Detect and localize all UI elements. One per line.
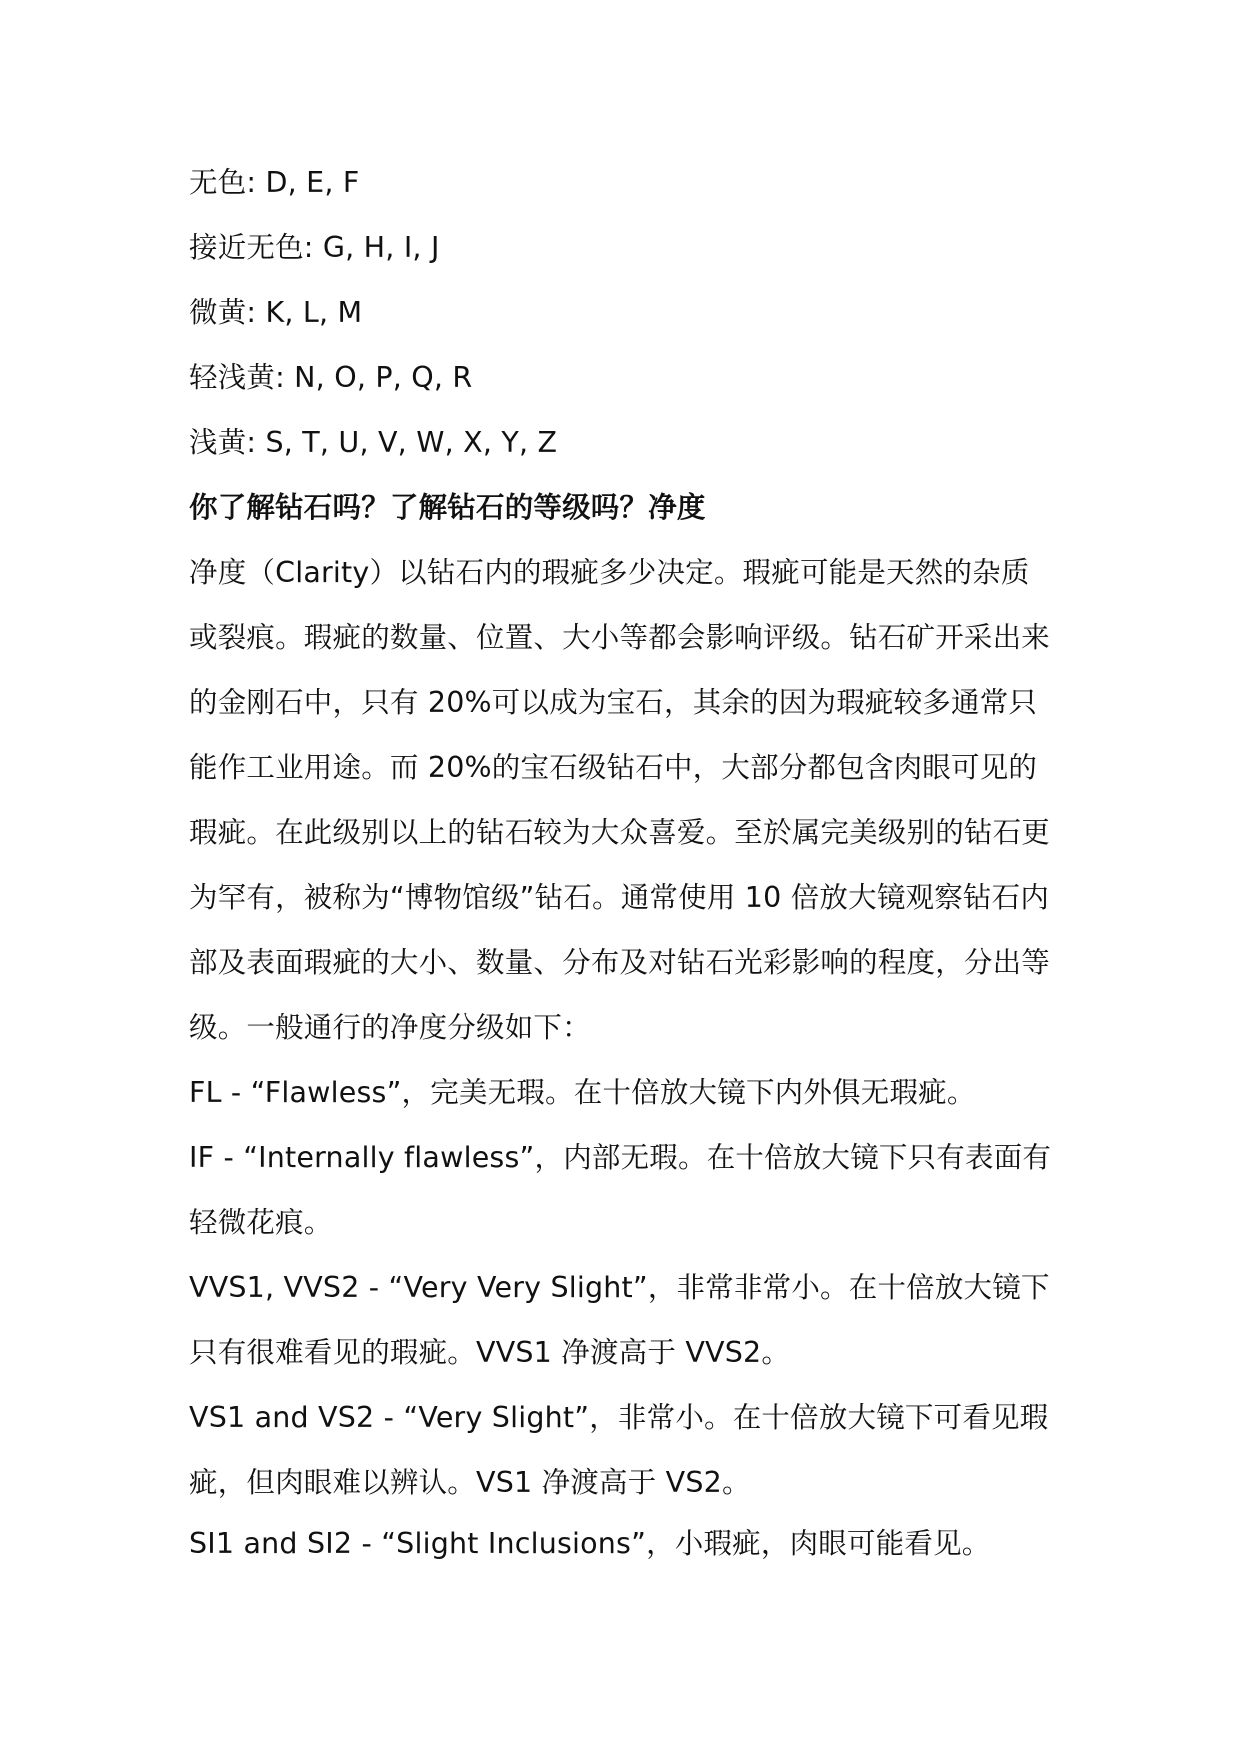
clarity-grade-if-continued: 轻微花痕。 xyxy=(189,1206,333,1239)
paragraph-line: 为罕有，被称为“博物馆级”钻石。通常使用 10 倍放大镜观察钻石内 xyxy=(189,881,1050,914)
clarity-grade-si: SI1 and SI2 - “Slight Inclusions”，小瑕疵，肉眼可能看见。 xyxy=(189,1527,991,1560)
document-page xyxy=(189,150,1059,1573)
color-grade-faint-yellow: 微黄: K, L, M xyxy=(189,296,363,329)
clarity-grade-if: IF - “Internally flawless”，内部无瑕。在十倍放大镜下只有表面有 xyxy=(189,1141,1052,1174)
clarity-grade-vs-continued: 疵，但肉眼难以辨认。VS1 净渡高于 VS2。 xyxy=(189,1466,751,1499)
paragraph-line: 瑕疵。在此级别以上的钻石较为大众喜爱。至於属完美级别的钻石更 xyxy=(189,816,1051,849)
clarity-grade-vs: VS1 and VS2 - “Very Slight”，非常小。在十倍放大镜下可看见瑕 xyxy=(189,1401,1049,1434)
color-grade-near-colorless: 接近无色: G, H, I, J xyxy=(189,231,440,264)
clarity-grade-fl: FL - “Flawless”，完美无瑕。在十倍放大镜下内外俱无瑕疵。 xyxy=(189,1076,976,1109)
paragraph-line: 的金刚石中，只有 20%可以成为宝石，其余的因为瑕疵较多通常只 xyxy=(189,686,1038,719)
color-grade-light-yellow: 浅黄: S, T, U, V, W, X, Y, Z xyxy=(189,426,558,459)
paragraph-line: 部及表面瑕疵的大小、数量、分布及对钻石光彩影响的程度，分出等 xyxy=(189,946,1051,979)
clarity-grade-vvs-continued: 只有很难看见的瑕疵。VVS1 净渡高于 VVS2。 xyxy=(189,1336,791,1369)
paragraph-line: 净度（Clarity）以钻石内的瑕疵多少决定。瑕疵可能是天然的杂质 xyxy=(189,556,1030,589)
color-grade-very-light-yellow: 轻浅黄: N, O, P, Q, R xyxy=(189,361,473,394)
paragraph-line: 级。一般通行的净度分级如下： xyxy=(189,1011,591,1044)
paragraph-line: 能作工业用途。而 20%的宝石级钻石中，大部分都包含肉眼可见的 xyxy=(189,751,1038,784)
section-heading-clarity: 你了解钻石吗？了解钻石的等级吗？净度 xyxy=(189,491,706,524)
clarity-grade-vvs: VVS1, VVS2 - “Very Very Slight”，非常非常小。在十倍放大镜下 xyxy=(189,1271,1050,1304)
paragraph-line: 或裂痕。瑕疵的数量、位置、大小等都会影响评级。钻石矿开采出来 xyxy=(189,621,1051,654)
color-grade-colorless: 无色: D, E, F xyxy=(189,166,360,199)
